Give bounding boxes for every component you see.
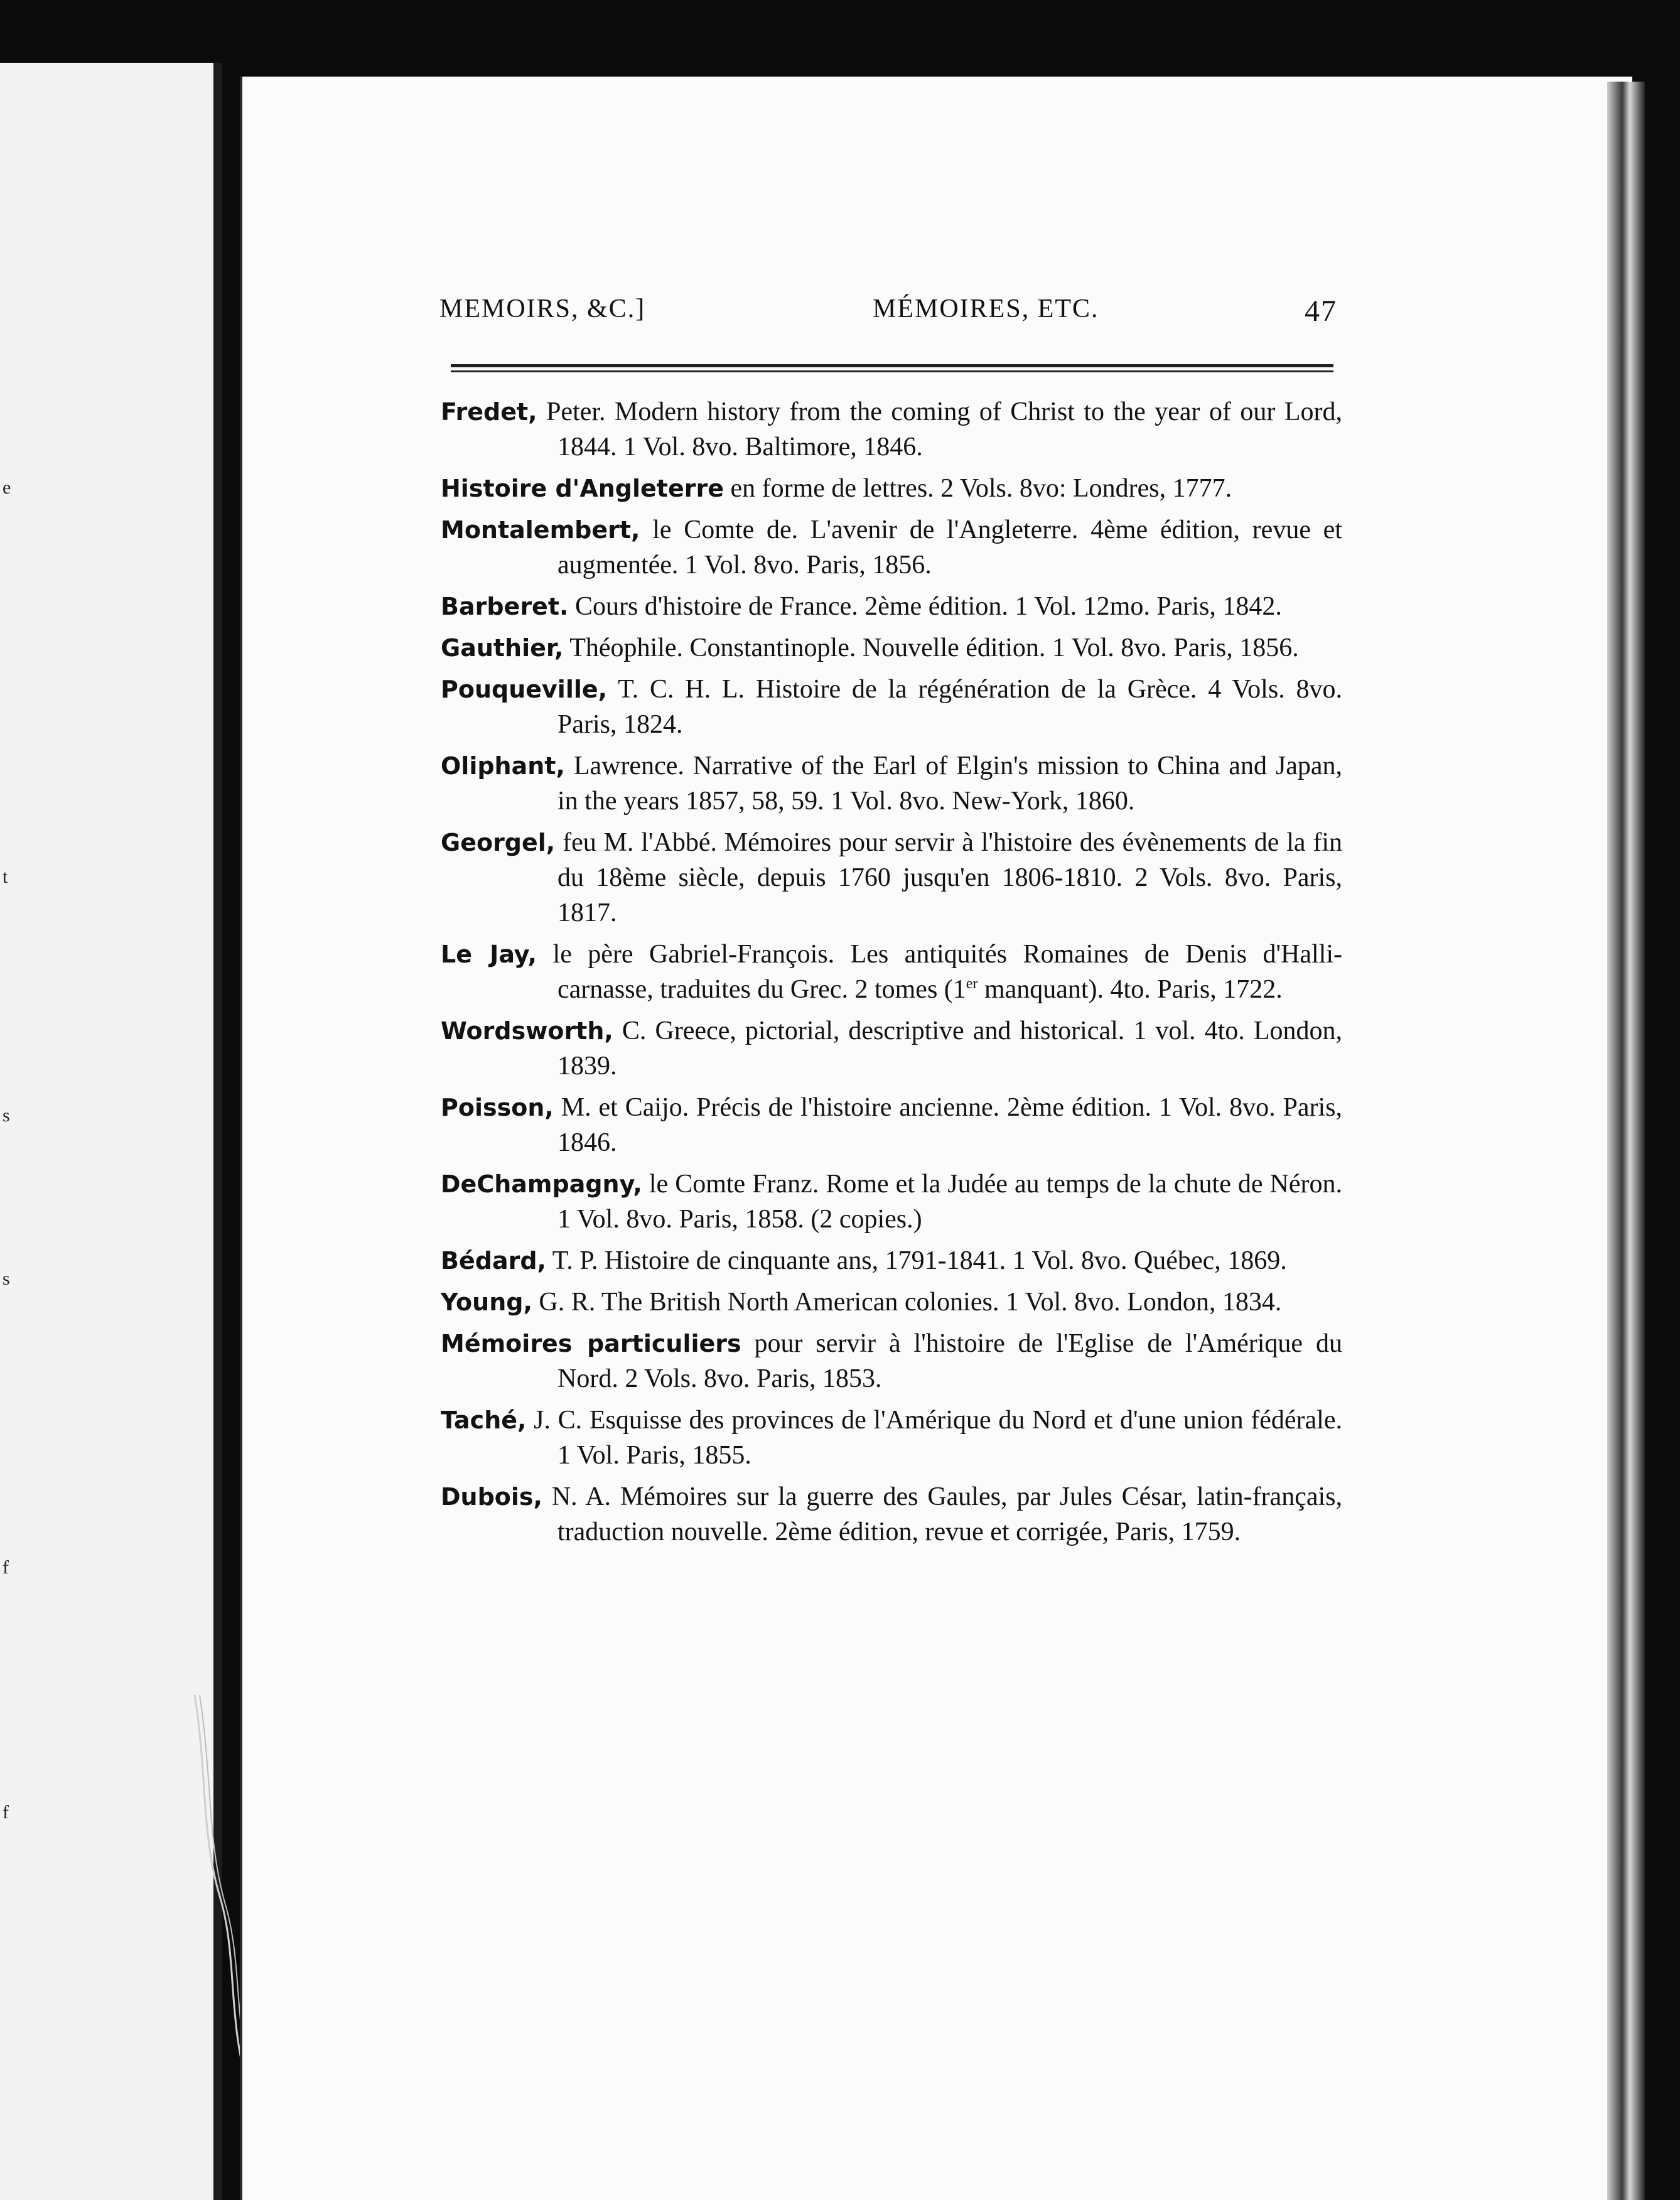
entry-text: le père Gabriel-François. Les antiquités Romaines de Denis d'Halli-carnasse, traduites du Grec. 2 tomes (1 [537,940,1342,1004]
entry-text: T. C. H. L. Histoire de la régénération de la Grèce. 4 Vols. 8vo. Paris, 1824. [557,675,1342,739]
entry-author: Montalembert, [441,516,640,544]
entry-text: M. et Caijo. Précis de l'histoire ancienne. 2ème édition. 1 Vol. 8vo. Paris, 1846. [553,1093,1342,1157]
edge-letter: s [3,1105,10,1126]
bibliography-entry [441,1479,1342,1550]
entry-author: Gauthier, [441,634,564,662]
bibliography-entry [441,512,1342,583]
bibliography-entry [441,1090,1342,1160]
page-number: 47 [1305,294,1337,328]
entry-author: Fredet, [441,398,537,426]
entry-author: Histoire d'Angleterre [441,475,724,502]
bibliography-entry [441,672,1342,742]
bibliography-entry [441,1013,1342,1084]
edge-letter: t [3,866,8,887]
entry-author: Taché, [441,1406,527,1434]
bibliography-entry [441,937,1342,1007]
bibliography-entry [441,748,1342,819]
entry-superscript: er [966,976,978,992]
entry-author: Bédard, [441,1247,546,1275]
page-edge-shadow [1607,82,1645,2200]
header-rule [451,370,1333,372]
edge-letter: s [3,1268,10,1289]
entry-text-continued: manquant). 4to. Paris, 1722. [977,975,1283,1004]
entry-text: en forme de lettres. 2 Vols. 8vo: Londres, 1777. [723,474,1232,503]
entry-text: T. P. Histoire de cinquante ans, 1791-1841. 1 Vol. 8vo. Québec, 1869. [546,1246,1287,1275]
entry-text: Théophile. Constantinople. Nouvelle édition. 1 Vol. 8vo. Paris, 1856. [563,634,1299,662]
entry-author: Young, [441,1288,532,1316]
running-head-left: MEMOIRS, &C.] [439,294,646,323]
bibliography-list [441,394,1342,1556]
entry-author: Dubois, [441,1483,542,1511]
entry-author: Oliphant, [441,752,565,780]
entry-author: Wordsworth, [441,1017,613,1045]
entry-author: Le Jay, [441,941,537,968]
edge-letter: e [3,477,11,498]
entry-text: N. A. Mémoires sur la guerre des Gaules, par Jules César, latin-français, traduction nouvelle. 2ème édition, revue et corrigée, Paris, 1759. [542,1482,1342,1546]
entry-text: pour servir à l'histoire de l'Eglise de l'Amérique du Nord. 2 Vols. 8vo. Paris, 1853. [557,1329,1342,1393]
bibliography-entry [441,1167,1342,1237]
bibliography-entry [441,1243,1342,1278]
entry-author: Barberet. [441,593,569,620]
entry-text: Peter. Modern history from the coming of Christ to the year of our Lord, 1844. 1 Vol. 8vo. Baltimore, 1846. [537,397,1342,461]
entry-text: J. C. Esquisse des provinces de l'Amérique du Nord et d'une union fédérale. 1 Vol. Paris, 1855. [526,1406,1342,1470]
entry-text: G. R. The British North American colonies. 1 Vol. 8vo. London, 1834. [532,1288,1282,1317]
bibliography-entry [441,1326,1342,1396]
entry-text: feu M. l'Abbé. Mémoires pour servir à l'histoire des évènements de la fin du 18ème siècle, depuis 1760 jusqu'en 1806-1810. 2 Vols. 8vo. Paris, 1817. [555,828,1342,927]
entry-author: DeChampagny, [441,1170,642,1198]
bibliography-entry [441,825,1342,930]
entry-author: Mémoires particuliers [441,1330,741,1357]
entry-text: Lawrence. Narrative of the Earl of Elgin's mission to China and Japan, in the years 1857, 58, 59. 1 Vol. 8vo. New-York, 1860. [557,752,1342,816]
edge-letter: f [3,1802,9,1823]
edge-letter: f [3,1557,9,1578]
bibliography-entry [441,471,1342,506]
entry-author: Pouqueville, [441,676,608,703]
bibliography-entry [441,1285,1342,1320]
bibliography-entry [441,1403,1342,1473]
entry-text: Cours d'histoire de France. 2ème édition. 1 Vol. 12mo. Paris, 1842. [568,592,1282,621]
bibliography-entry [441,394,1342,465]
entry-text: le Comte de. L'avenir de l'Angleterre. 4ème édition, revue et augmentée. 1 Vol. 8vo. Paris, 1856. [557,515,1342,580]
running-head-center: MÉMOIRES, ETC. [873,294,1099,323]
entry-text: le Comte Franz. Rome et la Judée au temps de la chute de Néron. 1 Vol. 8vo. Paris, 1858. (2 copies.) [557,1170,1342,1234]
entry-text: C. Greece, pictorial, descriptive and historical. 1 vol. 4to. London, 1839. [557,1016,1342,1081]
entry-author: Poisson, [441,1094,554,1121]
bibliography-entry [441,630,1342,666]
header-rule [451,364,1333,367]
running-head [439,294,1337,338]
entry-author: Georgel, [441,829,556,856]
bibliography-entry [441,589,1342,624]
